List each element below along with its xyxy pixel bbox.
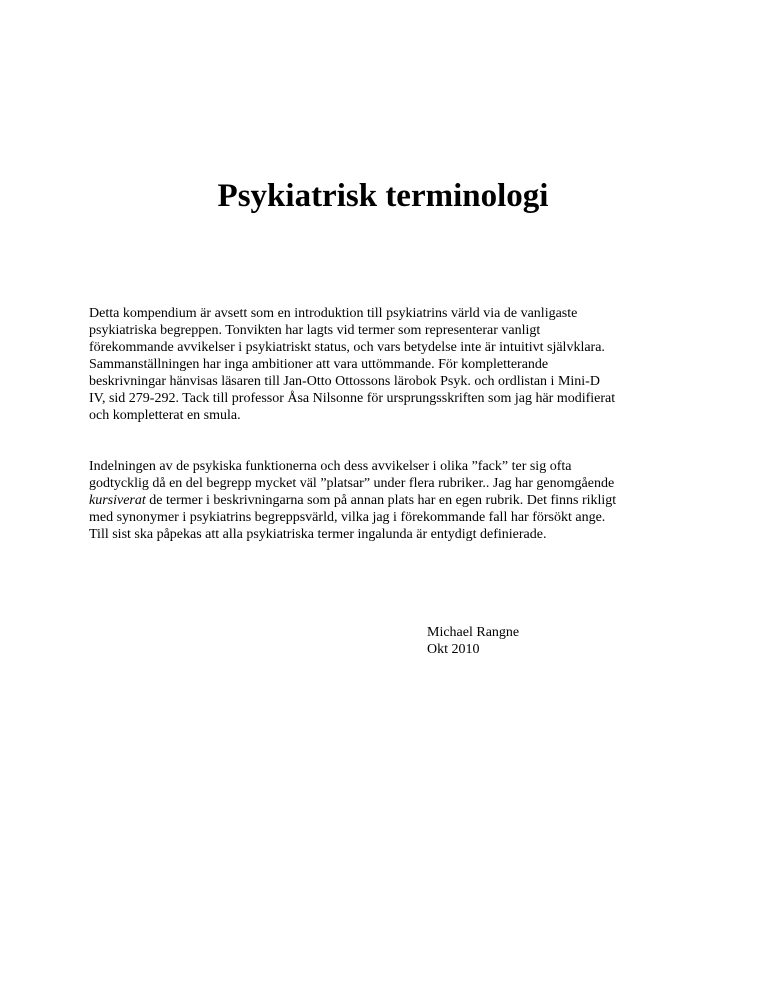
paragraph-line-rest: de termer i beskrivningarna som på annan plats har en egen rubrik. Det finns rikligt — [145, 493, 617, 508]
paragraph-line: Indelningen av de psykiska funktionerna och dess avvikelser i olika ”fack” ter sig ofta — [89, 459, 572, 474]
page-title: Psykiatrisk terminologi — [217, 178, 549, 214]
classification-paragraph — [89, 458, 705, 543]
paragraph-line: IV, sid 279-292. Tack till professor Åsa Nilsonne för ursprungsskriften som jag här modifierat — [89, 391, 616, 406]
signature-block — [427, 624, 519, 658]
paragraph-line — [89, 492, 705, 509]
paragraph-line: beskrivningar hänvisas läsaren till Jan-Otto Ottossons lärobok Psyk. och ordlistan i Mini-D — [89, 374, 600, 389]
author-name: Michael Rangne — [427, 625, 520, 640]
italic-term: kursiverat — [89, 493, 146, 508]
paragraph-line: godtycklig då en del begrepp mycket väl ”platsar” under flera rubriker.. Jag har genomgående — [89, 476, 615, 491]
paragraph-line: Sammanställningen har inga ambitioner att vara uttömmande. För kompletterande — [89, 357, 549, 372]
paragraph-line: Till sist ska påpekas att alla psykiatriska termer ingalunda är entydigt definierade. — [89, 527, 547, 542]
paragraph-line: Detta kompendium är avsett som en introduktion till psykiatrins värld via de vanligaste — [89, 306, 578, 321]
signature-date: Okt 2010 — [427, 642, 480, 657]
paragraph-line: förekommande avvikelser i psykiatriskt status, och vars betydelse inte är intuitivt självklara. — [89, 340, 605, 355]
intro-paragraph — [89, 305, 705, 424]
paragraph-line: psykiatriska begreppen. Tonvikten har lagts vid termer som representerar vanligt — [89, 323, 541, 338]
paragraph-line: med synonymer i psykiatrins begreppsvärld, vilka jag i förekommande fall har försökt ange. — [89, 510, 606, 525]
paragraph-line: och kompletterat en smula. — [89, 408, 241, 423]
